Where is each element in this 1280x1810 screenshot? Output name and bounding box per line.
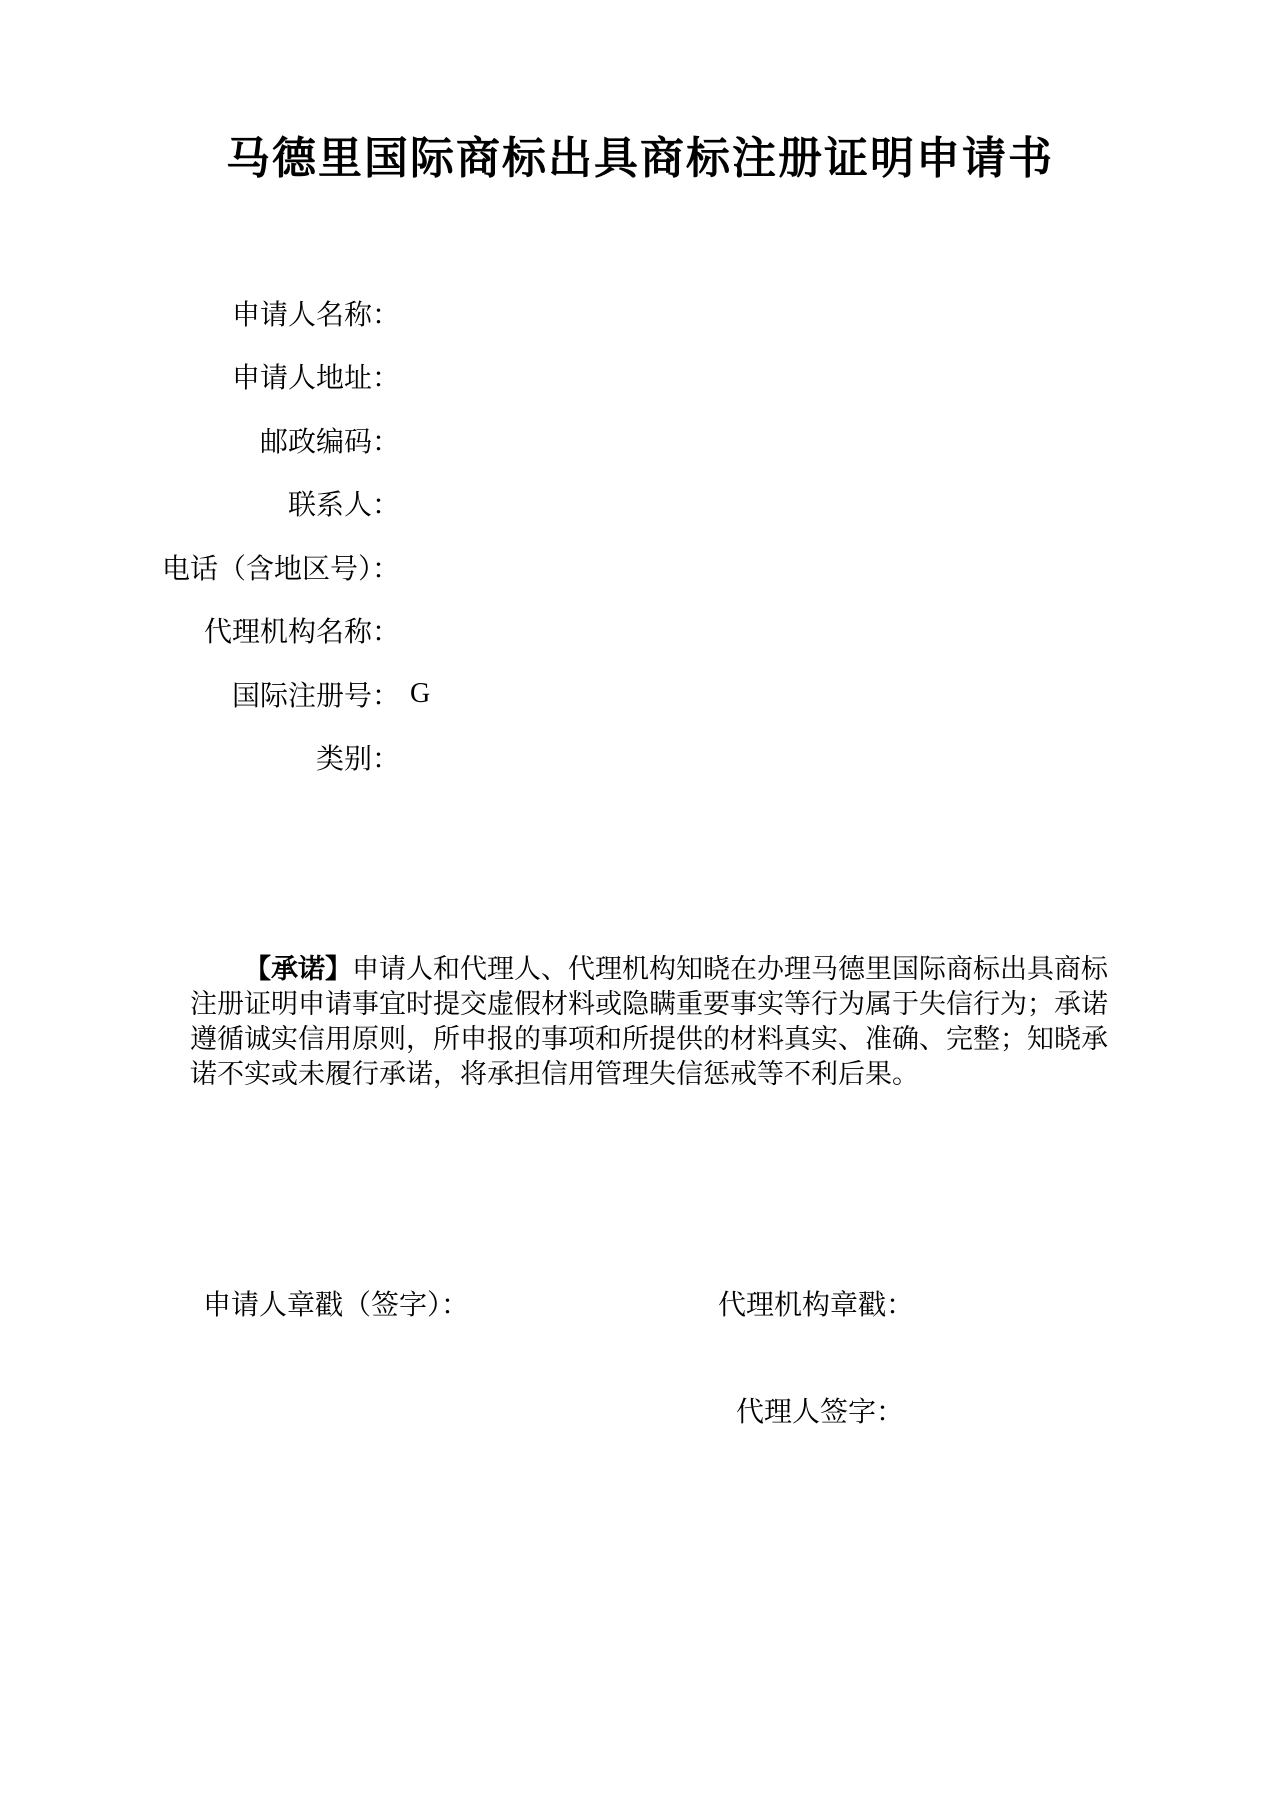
commitment-declaration (190, 952, 1150, 1092)
page-title: 马德里国际商标出具商标注册证明申请书 (226, 134, 1054, 183)
postal-code-value[interactable] (410, 425, 432, 455)
agency-seal-label: 代理机构章戳： (718, 1290, 915, 1321)
declaration-line-4: 诺不实或未履行承诺，将承担信用管理失信惩戒等不利后果。 (190, 1059, 919, 1089)
contact-person-label: 联系人： (287, 490, 400, 522)
field-international-registration-number (0, 662, 432, 726)
declaration-line-1-text: 申请人和代理人、代理机构知晓在办理马德里国际商标出具商标 (352, 954, 1108, 984)
form-fields (0, 281, 432, 789)
international-registration-number-value[interactable]: G (410, 677, 431, 709)
agent-signature-label: 代理人签字： (736, 1397, 905, 1428)
applicant-name-label: 申请人名称： (231, 299, 400, 331)
class-label: 类别： (315, 744, 400, 776)
agency-name-value[interactable] (410, 615, 432, 645)
field-applicant-name (0, 281, 432, 345)
applicant-seal-label: 申请人章戳（签字）： (203, 1290, 470, 1321)
declaration-prefix: 【承诺】 (244, 954, 352, 984)
declaration-line-3: 遵循诚实信用原则，所申报的事项和所提供的材料真实、准确、完整；知晓承 (190, 1024, 1108, 1054)
field-class (0, 726, 432, 790)
applicant-address-label: 申请人地址： (231, 363, 400, 395)
phone-value[interactable] (410, 552, 432, 582)
field-agency-name (0, 599, 432, 663)
postal-code-label: 邮政编码： (259, 426, 400, 458)
declaration-line-2: 注册证明申请事宜时提交虚假材料或隐瞒重要事实等行为属于失信行为；承诺 (190, 989, 1108, 1019)
field-contact-person (0, 472, 432, 536)
phone-label: 电话（含地区号）： (161, 553, 400, 585)
agency-name-label: 代理机构名称： (203, 617, 400, 649)
contact-person-value[interactable] (410, 488, 432, 518)
international-registration-number-label: 国际注册号： (231, 680, 400, 712)
declaration-line-1 (190, 952, 1150, 987)
applicant-address-value[interactable] (410, 361, 432, 391)
applicant-name-value[interactable] (410, 298, 432, 328)
field-phone (0, 535, 432, 599)
class-value[interactable] (410, 742, 432, 772)
field-applicant-address (0, 345, 432, 409)
field-postal-code (0, 408, 432, 472)
